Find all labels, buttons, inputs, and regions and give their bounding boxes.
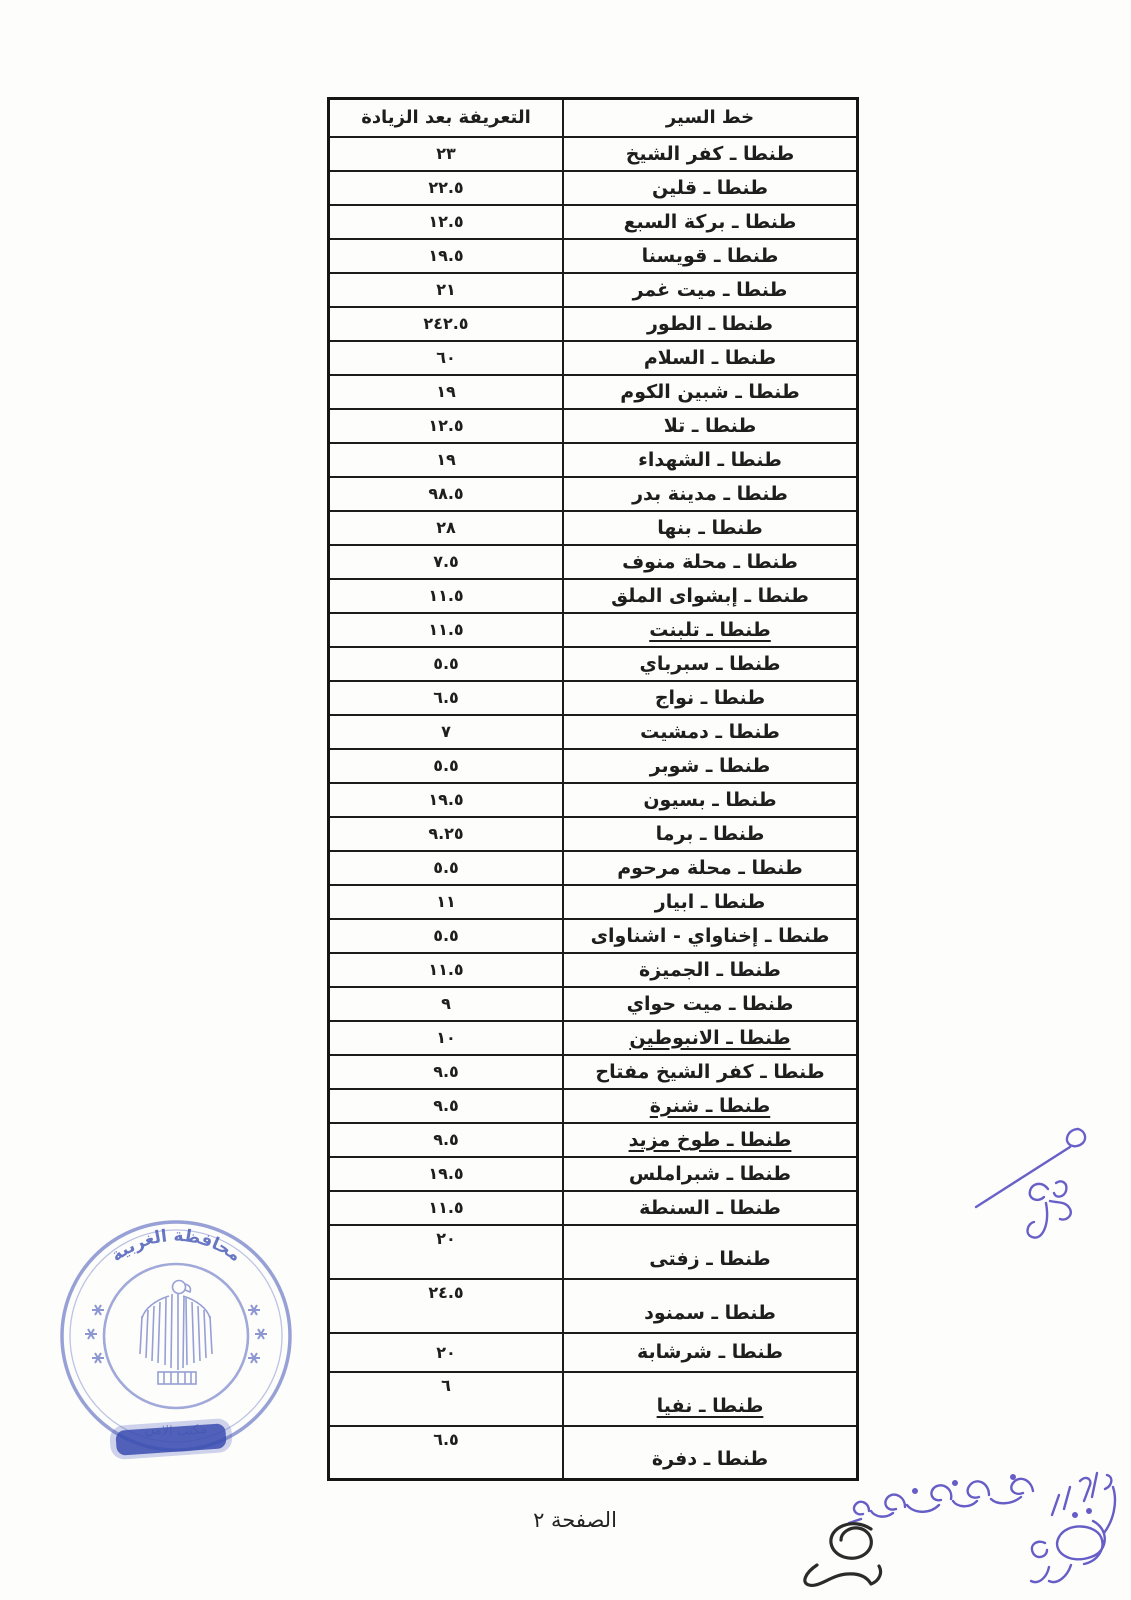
table-row	[329, 443, 858, 477]
signature-flourish	[930, 1085, 1100, 1245]
table-row	[329, 477, 858, 511]
tariff-cell: ٦.٥	[329, 681, 564, 715]
tariff-cell: ٦.٥	[329, 1426, 564, 1480]
route-cell: طنطا ـ الطور	[563, 307, 858, 341]
route-cell: طنطا ـ بنها	[563, 511, 858, 545]
eagle-emblem-icon	[140, 1281, 212, 1385]
header-route: خط السير	[563, 99, 858, 137]
stamp-rings	[62, 1222, 290, 1450]
route-cell: طنطا ـ نواج	[563, 681, 858, 715]
table-row	[329, 613, 858, 647]
table-row	[329, 375, 858, 409]
table-row	[329, 137, 858, 171]
route-cell: طنطا ـ تلا	[563, 409, 858, 443]
tariff-cell: ١١.٥	[329, 579, 564, 613]
tariff-cell: ١١.٥	[329, 1191, 564, 1225]
table-row	[329, 1089, 858, 1123]
tariff-cell: ٩.٢٥	[329, 817, 564, 851]
tariff-cell: ٥.٥	[329, 919, 564, 953]
route-cell: طنطا ـ إبشواى الملق	[563, 579, 858, 613]
tariff-table	[327, 97, 859, 1481]
table-row	[329, 715, 858, 749]
tariff-cell: ٢٣	[329, 137, 564, 171]
stamp-arc-text: محافظة الغربية	[107, 1225, 245, 1267]
route-cell: طنطا ـ مدينة بدر	[563, 477, 858, 511]
tariff-cell: ١٢.٥	[329, 205, 564, 239]
route-cell: طنطا ـ كفر الشيخ مفتاح	[563, 1055, 858, 1089]
route-cell: طنطا ـ قويسنا	[563, 239, 858, 273]
tariff-cell: ١٩	[329, 443, 564, 477]
table-row	[329, 647, 858, 681]
route-cell: طنطا ـ محلة منوف	[563, 545, 858, 579]
table-row	[329, 273, 858, 307]
table-row	[329, 1055, 858, 1089]
handwritten-annotations	[775, 1395, 1131, 1600]
table-header-row	[329, 99, 858, 137]
route-cell: طنطا ـ ميت غمر	[563, 273, 858, 307]
table-row	[329, 511, 858, 545]
table-row	[329, 1021, 858, 1055]
tariff-cell: ٩.٥	[329, 1089, 564, 1123]
stamp-ink-blot	[109, 1418, 233, 1460]
tariff-cell: ٦	[329, 1372, 564, 1426]
tariff-cell: ٢٠	[329, 1225, 564, 1279]
table-row	[329, 579, 858, 613]
header-tariff: التعريفة بعد الزيادة	[329, 99, 564, 137]
table-row	[329, 1279, 858, 1333]
route-cell: طنطا ـ شنرة	[563, 1089, 858, 1123]
route-cell: طنطا ـ سبرباي	[563, 647, 858, 681]
table-row	[329, 851, 858, 885]
table-row	[329, 239, 858, 273]
table-row	[329, 1333, 858, 1372]
tariff-cell: ٦٠	[329, 341, 564, 375]
route-cell: طنطا ـ ابيار	[563, 885, 858, 919]
route-cell: طنطا ـ شوبر	[563, 749, 858, 783]
page-number: الصفحة ٢	[533, 1508, 617, 1532]
table-row	[329, 1191, 858, 1225]
tariff-cell: ٩	[329, 987, 564, 1021]
route-cell: طنطا ـ برما	[563, 817, 858, 851]
handwritten-note	[849, 1473, 1115, 1582]
tariff-cell: ٩.٥	[329, 1123, 564, 1157]
tariff-cell: ٧	[329, 715, 564, 749]
route-cell: طنطا ـ إخناواي - اشناواى	[563, 919, 858, 953]
route-cell: طنطا ـ نفيا	[563, 1372, 858, 1426]
route-cell: طنطا ـ الانبوطين	[563, 1021, 858, 1055]
route-cell: طنطا ـ طوخ مزيد	[563, 1123, 858, 1157]
tariff-cell: ٢٢.٥	[329, 171, 564, 205]
table-row	[329, 171, 858, 205]
route-cell: طنطا ـ بسيون	[563, 783, 858, 817]
tariff-cell: ٥.٥	[329, 647, 564, 681]
route-cell: طنطا ـ شبراملس	[563, 1157, 858, 1191]
route-cell: طنطا ـ السنطة	[563, 1191, 858, 1225]
tariff-cell: ١٩.٥	[329, 1157, 564, 1191]
route-cell: طنطا ـ دمشيت	[563, 715, 858, 749]
tariff-cell: ٥.٥	[329, 851, 564, 885]
table-row	[329, 953, 858, 987]
table-row	[329, 205, 858, 239]
tariff-cell: ٩.٥	[329, 1055, 564, 1089]
route-cell: طنطا ـ سمنود	[563, 1279, 858, 1333]
route-cell: طنطا ـ السلام	[563, 341, 858, 375]
route-cell: طنطا ـ بركة السبع	[563, 205, 858, 239]
table-row	[329, 341, 858, 375]
table-row	[329, 987, 858, 1021]
table-row	[329, 1157, 858, 1191]
table-row	[329, 885, 858, 919]
table-row	[329, 409, 858, 443]
black-signature	[805, 1524, 881, 1586]
route-cell: طنطا ـ الشهداء	[563, 443, 858, 477]
tariff-cell: ٢٤.٥	[329, 1279, 564, 1333]
tariff-cell: ١٠	[329, 1021, 564, 1055]
table-row	[329, 1123, 858, 1157]
table-row	[329, 783, 858, 817]
table-row	[329, 749, 858, 783]
table-row	[329, 1225, 858, 1279]
table-row	[329, 919, 858, 953]
table-row	[329, 545, 858, 579]
route-cell: طنطا ـ تلبنت	[563, 613, 858, 647]
tariff-cell: ٥.٥	[329, 749, 564, 783]
route-cell: طنطا ـ الجميزة	[563, 953, 858, 987]
tariff-cell: ١١.٥	[329, 953, 564, 987]
tariff-cell: ١١	[329, 885, 564, 919]
tariff-cell: ٢٨	[329, 511, 564, 545]
table-row	[329, 307, 858, 341]
tariff-cell: ٢٠	[329, 1333, 564, 1372]
route-cell: طنطا ـ ميت حواي	[563, 987, 858, 1021]
tariff-cell: ١٩	[329, 375, 564, 409]
route-cell: طنطا ـ محلة مرحوم	[563, 851, 858, 885]
route-cell: طنطا ـ دفرة	[563, 1426, 858, 1480]
tariff-cell: ٩٨.٥	[329, 477, 564, 511]
route-cell: طنطا ـ قلين	[563, 171, 858, 205]
tariff-cell: ١١.٥	[329, 613, 564, 647]
tariff-cell: ٢٤٢.٥	[329, 307, 564, 341]
route-cell: طنطا ـ زفتى	[563, 1225, 858, 1279]
official-stamp	[38, 1188, 323, 1488]
tariff-cell: ١٩.٥	[329, 783, 564, 817]
route-cell: طنطا ـ كفر الشيخ	[563, 137, 858, 171]
tariff-cell: ٧.٥	[329, 545, 564, 579]
route-cell: طنطا ـ شبين الكوم	[563, 375, 858, 409]
tariff-cell: ٢١	[329, 273, 564, 307]
table-row	[329, 681, 858, 715]
tariff-cell: ١٢.٥	[329, 409, 564, 443]
route-cell: طنطا ـ شرشابة	[563, 1333, 858, 1372]
table-row	[329, 817, 858, 851]
stamp-side-ornaments	[85, 1305, 267, 1363]
tariff-cell: ١٩.٥	[329, 239, 564, 273]
